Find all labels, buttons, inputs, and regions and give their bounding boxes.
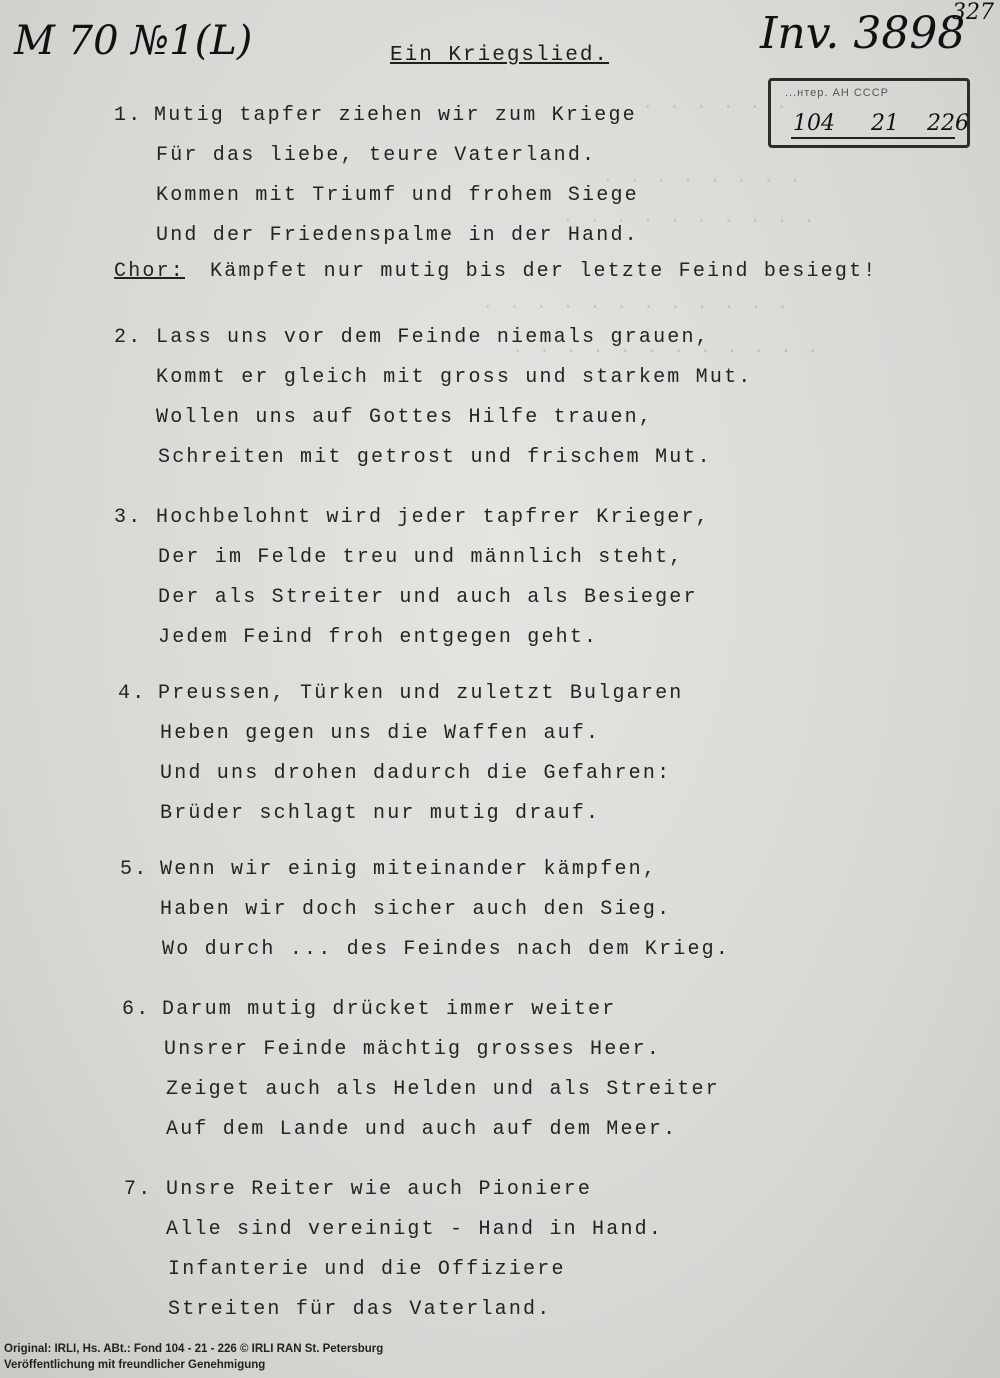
- verse-line: Mutig tapfer ziehen wir zum Kriege: [154, 104, 637, 127]
- verse-line: Brüder schlagt nur mutig drauf.: [160, 802, 601, 825]
- verse-number: 2.: [114, 326, 143, 349]
- verse-number: 7.: [124, 1178, 153, 1201]
- archive-stamp: [768, 78, 970, 148]
- verse-line: Streiten für das Vaterland.: [168, 1298, 552, 1321]
- verse-number: 1.: [114, 104, 143, 127]
- verse-line: Zeiget auch als Helden und als Streiter: [166, 1078, 720, 1101]
- bleed-through-text: · · · · · · · · · ·: [560, 210, 815, 232]
- verse-line: Der im Felde treu und männlich steht,: [158, 546, 684, 569]
- verse-line: Haben wir doch sicher auch den Sieg.: [160, 898, 672, 921]
- verse-number: 4.: [118, 682, 147, 705]
- verse-line: Unsre Reiter wie auch Pioniere: [166, 1178, 593, 1201]
- verse-line: Lass uns vor dem Feinde niemals grauen,: [156, 326, 710, 349]
- stamp-header: ...нтер. АН СССР: [785, 87, 890, 99]
- chorus-label: Chor:: [114, 260, 186, 283]
- verse-line: Jedem Feind froh entgegen geht.: [158, 626, 599, 649]
- verse-line: Hochbelohnt wird jeder tapfrer Krieger,: [156, 506, 710, 529]
- bleed-through-text: · · · · · · · · · · · ·: [510, 340, 819, 362]
- verse-line: Der als Streiter und auch als Besieger: [158, 586, 698, 609]
- verse-line: Kommen mit Triumf und frohem Siege: [156, 184, 639, 207]
- verse-line: Wo durch ... des Feindes nach dem Krieg.: [162, 938, 731, 961]
- verse-line: Und der Friedenspalme in der Hand.: [156, 224, 639, 247]
- stamp-delo: 226: [927, 111, 969, 136]
- verse-line: Heben gegen uns die Waffen auf.: [160, 722, 601, 745]
- verse-line: Preussen, Türken und zuletzt Bulgaren: [158, 682, 684, 705]
- verse-number: 5.: [120, 858, 149, 881]
- verse-line: Kommt er gleich mit gross und starkem Mut.: [156, 366, 753, 389]
- handwritten-shelfmark: M 70 №1(L): [14, 18, 253, 64]
- verse-number: 3.: [114, 506, 143, 529]
- footer-credit-line1: Original: IRLI, Hs. ABt.: Fond 104 - 21 - 226 © IRLI RAN St. Petersburg: [4, 1343, 384, 1355]
- verse-line: Auf dem Lande und auch auf dem Meer.: [166, 1118, 678, 1141]
- verse-number: 6.: [122, 998, 151, 1021]
- bleed-through-text: · · · · · ·: [640, 96, 788, 118]
- bleed-through-text: · · · · · · · ·: [600, 170, 802, 192]
- verse-line: Schreiten mit getrost und frischem Mut.: [158, 446, 712, 469]
- stamp-rule: [791, 137, 955, 139]
- verse-line: Wenn wir einig miteinander kämpfen,: [160, 858, 658, 881]
- bleed-through-text: · · · · · · · · · · · ·: [480, 296, 789, 318]
- verse-line: Alle sind vereinigt - Hand in Hand.: [166, 1218, 664, 1241]
- verse-line: Für das liebe, teure Vaterland.: [156, 144, 597, 167]
- verse-line: Wollen uns auf Gottes Hilfe trauen,: [156, 406, 654, 429]
- chorus-line: Kämpfet nur mutig bis der letzte Feind besiegt!: [210, 260, 878, 283]
- stamp-opis: 21: [871, 111, 899, 136]
- handwritten-inventory-number: Inv. 3898: [760, 8, 966, 59]
- verse-line: Unsrer Feinde mächtig grosses Heer.: [164, 1038, 662, 1061]
- verse-line: Darum mutig drücket immer weiter: [162, 998, 617, 1021]
- verse-line: Und uns drohen dadurch die Gefahren:: [160, 762, 672, 785]
- verse-line: Infanterie und die Offiziere: [168, 1258, 566, 1281]
- footer-credit-line2: Veröffentlichung mit freundlicher Genehmigung: [4, 1359, 266, 1371]
- stamp-fond: 104: [793, 111, 835, 136]
- page-title: Ein Kriegslied.: [390, 44, 610, 67]
- handwritten-page-number: 327: [952, 0, 994, 25]
